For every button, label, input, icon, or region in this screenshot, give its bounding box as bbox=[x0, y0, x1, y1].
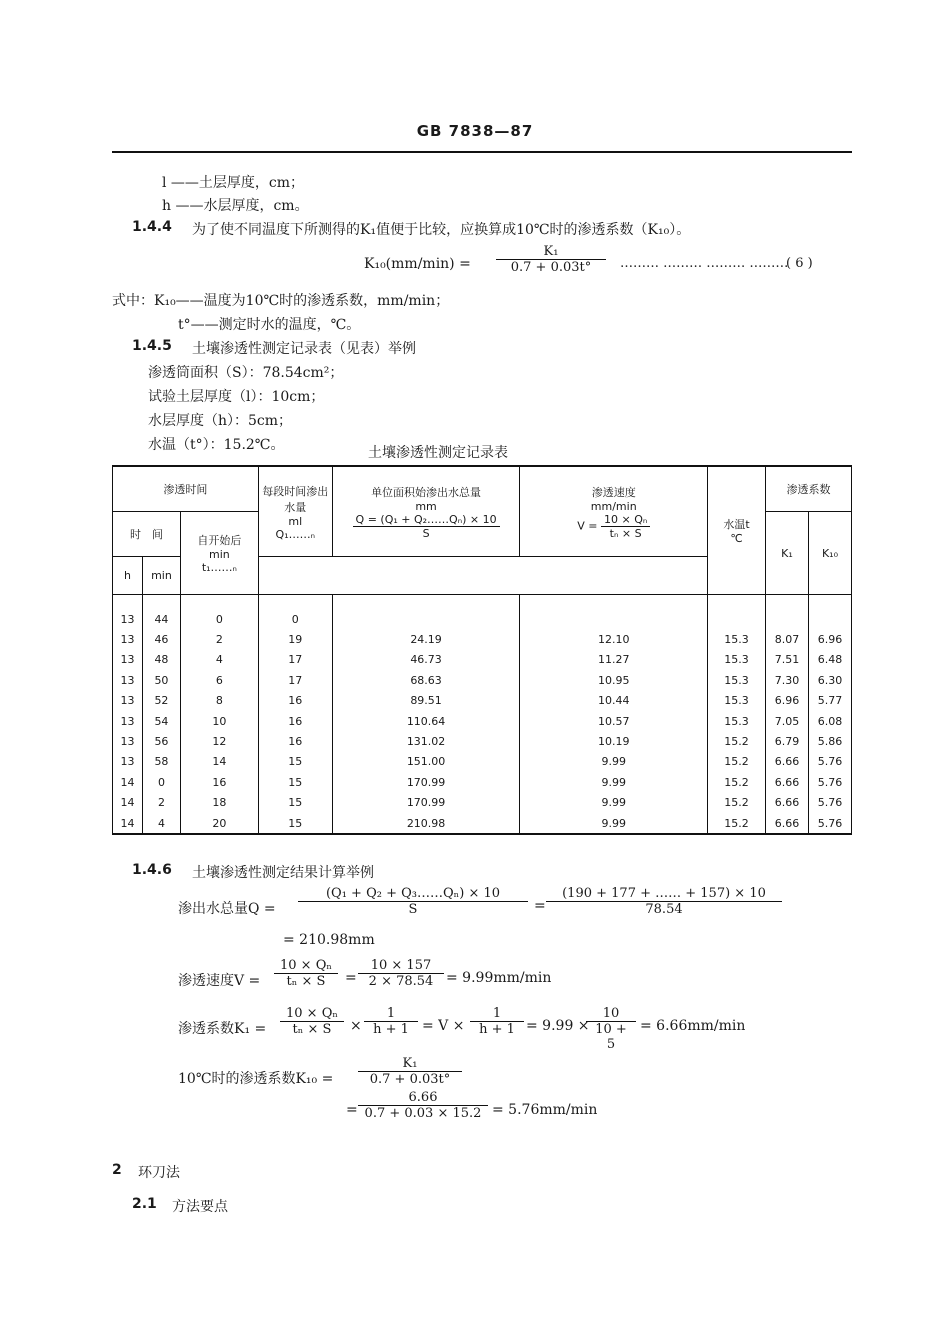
where-k10: 式中：K₁₀——温度为10℃时的渗透系数，mm/min； bbox=[112, 293, 450, 309]
header-segment-water bbox=[258, 466, 332, 557]
calc-k1-value-times: = 9.99 × bbox=[526, 1018, 590, 1034]
equation-6-numerator: K₁ bbox=[543, 244, 559, 259]
cell-minute: 46 bbox=[142, 629, 180, 649]
calc-k10-result: = 5.76mm/min bbox=[492, 1102, 598, 1118]
cell-velocity: 10.44 bbox=[520, 691, 708, 711]
cell-k1: 6.66 bbox=[766, 772, 809, 792]
header-hour: h bbox=[113, 557, 143, 595]
header-time: 渗透时间 bbox=[113, 466, 259, 512]
cell-hour: 14 bbox=[113, 772, 143, 792]
cell-k10: 5.86 bbox=[808, 731, 851, 751]
calc-k10-equals: = bbox=[346, 1102, 358, 1118]
cell-k1: 6.79 bbox=[766, 731, 809, 751]
calc-k1-label: 渗透系数K₁ = bbox=[178, 1021, 267, 1037]
calc-q-fraction-2 bbox=[546, 886, 782, 917]
cell-k1: 8.07 bbox=[766, 629, 809, 649]
cell-k1 bbox=[766, 609, 809, 629]
calc-k1-numerator-4: 10 bbox=[602, 1006, 620, 1021]
cell-velocity: 9.99 bbox=[520, 752, 708, 772]
calc-k10-numerator-1: K₁ bbox=[402, 1056, 418, 1071]
cell-total-water bbox=[332, 609, 520, 629]
cell-segment-water: 17 bbox=[258, 670, 332, 690]
calc-v-fraction-1 bbox=[274, 958, 338, 989]
equation-6-number: ( 6 ) bbox=[786, 256, 813, 271]
header-total-water-denominator: S bbox=[422, 526, 430, 540]
param-water-layer: 水层厚度（h）：5cm； bbox=[148, 413, 293, 429]
cell-k10: 5.77 bbox=[808, 691, 851, 711]
page-header: GB 7838—87 bbox=[416, 122, 534, 140]
cell-minute: 50 bbox=[142, 670, 180, 690]
header-velocity-lhs: V = bbox=[577, 519, 598, 532]
header-segment-water-unit: ml bbox=[288, 514, 303, 528]
cell-elapsed: 8 bbox=[180, 691, 258, 711]
cell-k1: 6.66 bbox=[766, 752, 809, 772]
calc-k1-fraction-1 bbox=[280, 1006, 344, 1037]
cell-segment-water: 16 bbox=[258, 691, 332, 711]
header-elapsed-symbol: t₁……ₙ bbox=[201, 561, 237, 574]
cell-water-temp: 15.2 bbox=[708, 793, 766, 813]
cell-k10: 5.76 bbox=[808, 772, 851, 792]
cell-elapsed: 6 bbox=[180, 670, 258, 690]
table-row bbox=[113, 793, 852, 813]
calc-k1-fraction-3 bbox=[470, 1006, 524, 1037]
header-blank bbox=[258, 557, 707, 595]
cell-minute: 2 bbox=[142, 793, 180, 813]
calc-k10-denominator-2: 0.7 + 0.03 × 15.2 bbox=[358, 1105, 488, 1121]
cell-k10: 6.48 bbox=[808, 650, 851, 670]
section-1-4-6-text: 土壤渗透性测定结果计算举例 bbox=[192, 865, 374, 881]
cell-hour: 13 bbox=[113, 629, 143, 649]
section-1-4-4-number: 1.4.4 bbox=[132, 219, 172, 235]
cell-velocity: 12.10 bbox=[520, 629, 708, 649]
header-water-temp bbox=[708, 466, 766, 595]
definition-h: h ——水层厚度，cm。 bbox=[162, 198, 309, 214]
section-1-4-5-number: 1.4.5 bbox=[132, 338, 172, 354]
header-k10: K₁₀ bbox=[808, 512, 851, 595]
cell-elapsed: 10 bbox=[180, 711, 258, 731]
record-table-body bbox=[113, 595, 852, 835]
header-segment-water-label: 每段时间渗出水量 bbox=[262, 484, 329, 514]
cell-water-temp bbox=[708, 609, 766, 629]
cell-total-water: 170.99 bbox=[332, 793, 520, 813]
equation-6-leader: ……… ……… ……… ……… bbox=[620, 256, 789, 271]
record-table bbox=[112, 465, 852, 835]
cell-segment-water: 15 bbox=[258, 752, 332, 772]
calc-q-denominator-2: 78.54 bbox=[546, 901, 782, 917]
calc-v-label: 渗透速度V = bbox=[178, 973, 261, 989]
header-velocity-label: 渗透速度 bbox=[591, 485, 636, 499]
header-water-temp-label: 水温t bbox=[723, 518, 750, 531]
cell-segment-water: 15 bbox=[258, 813, 332, 834]
section-2-text: 环刀法 bbox=[138, 1165, 180, 1181]
calc-q-equals: = bbox=[534, 898, 546, 914]
cell-minute: 4 bbox=[142, 813, 180, 834]
calc-q-numerator-2: (190 + 177 + …… + 157) × 10 bbox=[562, 886, 766, 901]
cell-velocity bbox=[520, 609, 708, 629]
cell-minute: 58 bbox=[142, 752, 180, 772]
calc-q-numerator-1: (Q₁ + Q₂ + Q₃……Qₙ) × 10 bbox=[325, 886, 501, 901]
equation-6-lhs: K₁₀(mm/min) = bbox=[364, 256, 471, 272]
calc-q-denominator-1: S bbox=[298, 901, 528, 917]
cell-minute: 52 bbox=[142, 691, 180, 711]
cell-k10: 5.76 bbox=[808, 813, 851, 834]
cell-k10: 6.30 bbox=[808, 670, 851, 690]
cell-segment-water: 0 bbox=[258, 609, 332, 629]
cell-hour: 13 bbox=[113, 752, 143, 772]
cell-hour: 13 bbox=[113, 670, 143, 690]
cell-water-temp: 15.3 bbox=[708, 650, 766, 670]
table-spacer-row bbox=[113, 595, 852, 610]
cell-k10: 5.76 bbox=[808, 752, 851, 772]
cell-total-water: 89.51 bbox=[332, 691, 520, 711]
section-2-1-number: 2.1 bbox=[132, 1196, 157, 1212]
header-total-water-numerator: Q = (Q₁ + Q₂……Qₙ) × 10 bbox=[353, 513, 500, 527]
cell-total-water: 68.63 bbox=[332, 670, 520, 690]
cell-velocity: 9.99 bbox=[520, 813, 708, 834]
cell-velocity: 11.27 bbox=[520, 650, 708, 670]
cell-water-temp: 15.2 bbox=[708, 752, 766, 772]
header-total-water bbox=[332, 466, 520, 557]
cell-water-temp: 15.2 bbox=[708, 731, 766, 751]
where-t: t°——测定时水的温度，℃。 bbox=[178, 317, 361, 333]
header-clock-time: 时 间 bbox=[113, 512, 181, 557]
calc-k1-times: × bbox=[350, 1018, 362, 1034]
cell-minute: 0 bbox=[142, 772, 180, 792]
header-velocity-denominator: tₙ × S bbox=[609, 526, 642, 540]
cell-velocity: 10.19 bbox=[520, 731, 708, 751]
header-segment-water-symbol: Q₁……ₙ bbox=[275, 527, 315, 541]
header-coefficient: 渗透系数 bbox=[766, 466, 852, 512]
cell-hour: 14 bbox=[113, 813, 143, 834]
cell-total-water: 210.98 bbox=[332, 813, 520, 834]
header-total-water-formula bbox=[353, 513, 500, 540]
param-water-temp: 水温（t°）：15.2℃。 bbox=[148, 437, 285, 453]
cell-segment-water: 19 bbox=[258, 629, 332, 649]
header-elapsed-unit: min bbox=[208, 548, 230, 561]
cell-water-temp: 15.3 bbox=[708, 711, 766, 731]
cell-minute: 54 bbox=[142, 711, 180, 731]
calc-k1-v-times: = V × bbox=[422, 1018, 465, 1034]
header-elapsed-label: 自开始后 bbox=[197, 534, 242, 547]
cell-elapsed: 4 bbox=[180, 650, 258, 670]
calc-k1-denominator-1: tₙ × S bbox=[280, 1021, 344, 1037]
cell-k10: 6.08 bbox=[808, 711, 851, 731]
calc-v-result: = 9.99mm/min bbox=[446, 970, 552, 986]
definition-l: l ——土层厚度，cm； bbox=[162, 175, 305, 191]
calc-k1-numerator-2: 1 bbox=[386, 1006, 396, 1021]
cell-k10 bbox=[808, 609, 851, 629]
cell-minute: 56 bbox=[142, 731, 180, 751]
cell-hour: 13 bbox=[113, 650, 143, 670]
cell-water-temp: 15.3 bbox=[708, 629, 766, 649]
cell-elapsed: 2 bbox=[180, 629, 258, 649]
cell-total-water: 46.73 bbox=[332, 650, 520, 670]
section-2-1-text: 方法要点 bbox=[172, 1199, 228, 1215]
cell-k1: 6.66 bbox=[766, 813, 809, 834]
equation-6-fraction bbox=[496, 244, 606, 275]
cell-segment-water: 16 bbox=[258, 711, 332, 731]
cell-k10: 6.96 bbox=[808, 629, 851, 649]
calc-v-equals: = bbox=[345, 970, 357, 986]
cell-velocity: 10.95 bbox=[520, 670, 708, 690]
calc-q-result: = 210.98mm bbox=[283, 932, 375, 948]
header-total-water-label: 单位面积始渗出水总量 bbox=[371, 485, 482, 499]
header-rule bbox=[112, 151, 852, 153]
calc-v-denominator-1: tₙ × S bbox=[274, 973, 338, 989]
calc-k10-fraction-2 bbox=[358, 1090, 488, 1121]
cell-k1: 6.96 bbox=[766, 691, 809, 711]
calc-k10-denominator-1: 0.7 + 0.03t° bbox=[358, 1071, 462, 1087]
calc-k1-numerator-1: 10 × Qₙ bbox=[286, 1006, 338, 1021]
cell-segment-water: 15 bbox=[258, 772, 332, 792]
calc-v-numerator-2: 10 × 157 bbox=[370, 958, 432, 973]
section-1-4-5-text: 土壤渗透性测定记录表（见表）举例 bbox=[192, 341, 416, 357]
cell-velocity: 10.57 bbox=[520, 711, 708, 731]
header-minute: min bbox=[142, 557, 180, 595]
cell-water-temp: 15.3 bbox=[708, 691, 766, 711]
cell-elapsed: 12 bbox=[180, 731, 258, 751]
section-1-4-6-number: 1.4.6 bbox=[132, 862, 172, 878]
cell-elapsed: 16 bbox=[180, 772, 258, 792]
cell-segment-water: 17 bbox=[258, 650, 332, 670]
table-title: 土壤渗透性测定记录表 bbox=[368, 445, 508, 461]
header-elapsed bbox=[180, 512, 258, 595]
table-row bbox=[113, 752, 852, 772]
cell-total-water: 110.64 bbox=[332, 711, 520, 731]
calc-v-fraction-2 bbox=[358, 958, 444, 989]
cell-hour: 13 bbox=[113, 711, 143, 731]
cell-total-water: 131.02 bbox=[332, 731, 520, 751]
cell-k1: 7.05 bbox=[766, 711, 809, 731]
cell-water-temp: 15.3 bbox=[708, 670, 766, 690]
calc-k10-label: 10℃时的渗透系数K₁₀ = bbox=[178, 1071, 334, 1087]
equation-6-denominator: 0.7 + 0.03t° bbox=[496, 259, 606, 275]
header-velocity-numerator: 10 × Qₙ bbox=[601, 513, 650, 527]
header-velocity-formula bbox=[601, 513, 650, 540]
table-row bbox=[113, 731, 852, 751]
cell-minute: 44 bbox=[142, 609, 180, 629]
calc-k10-numerator-2: 6.66 bbox=[408, 1090, 438, 1105]
calc-v-numerator-1: 10 × Qₙ bbox=[280, 958, 332, 973]
table-row bbox=[113, 629, 852, 649]
cell-elapsed: 20 bbox=[180, 813, 258, 834]
table-row bbox=[113, 711, 852, 731]
cell-water-temp: 15.2 bbox=[708, 813, 766, 834]
param-area: 渗透筒面积（S）：78.54cm²； bbox=[148, 365, 344, 381]
header-velocity-unit: mm/min bbox=[590, 499, 637, 513]
cell-k10: 5.76 bbox=[808, 793, 851, 813]
header-water-temp-unit: ℃ bbox=[730, 532, 743, 545]
cell-total-water: 170.99 bbox=[332, 772, 520, 792]
calc-k10-fraction-1 bbox=[358, 1056, 462, 1087]
cell-elapsed: 14 bbox=[180, 752, 258, 772]
table-row bbox=[113, 609, 852, 629]
param-soil-thickness: 试验土层厚度（l）：10cm； bbox=[148, 389, 325, 405]
section-1-4-4-text: 为了使不同温度下所测得的K₁值便于比较，应换算成10℃时的渗透系数（K₁₀）。 bbox=[192, 222, 691, 238]
calc-q-label: 渗出水总量Q = bbox=[178, 901, 276, 917]
calc-k1-denominator-2: h + 1 bbox=[364, 1021, 418, 1037]
calc-q-fraction-1 bbox=[298, 886, 528, 917]
calc-k1-result: = 6.66mm/min bbox=[640, 1018, 746, 1034]
header-velocity bbox=[520, 466, 708, 557]
cell-segment-water: 15 bbox=[258, 793, 332, 813]
cell-k1: 6.66 bbox=[766, 793, 809, 813]
cell-total-water: 24.19 bbox=[332, 629, 520, 649]
cell-hour: 13 bbox=[113, 609, 143, 629]
section-2-number: 2 bbox=[112, 1162, 122, 1178]
table-row bbox=[113, 772, 852, 792]
cell-elapsed: 18 bbox=[180, 793, 258, 813]
cell-water-temp: 15.2 bbox=[708, 772, 766, 792]
calc-k1-denominator-3: h + 1 bbox=[470, 1021, 524, 1037]
calc-k1-denominator-4: 10 + 5 bbox=[586, 1021, 636, 1052]
table-row bbox=[113, 691, 852, 711]
cell-k1: 7.30 bbox=[766, 670, 809, 690]
table-row bbox=[113, 670, 852, 690]
cell-k1: 7.51 bbox=[766, 650, 809, 670]
header-k1: K₁ bbox=[766, 512, 809, 595]
cell-elapsed: 0 bbox=[180, 609, 258, 629]
calc-k1-fraction-2 bbox=[364, 1006, 418, 1037]
cell-total-water: 151.00 bbox=[332, 752, 520, 772]
table-row bbox=[113, 650, 852, 670]
cell-velocity: 9.99 bbox=[520, 793, 708, 813]
cell-hour: 13 bbox=[113, 731, 143, 751]
calc-k1-numerator-3: 1 bbox=[492, 1006, 502, 1021]
cell-segment-water: 16 bbox=[258, 731, 332, 751]
cell-velocity: 9.99 bbox=[520, 772, 708, 792]
table-row bbox=[113, 813, 852, 834]
calc-k1-fraction-4 bbox=[586, 1006, 636, 1052]
header-total-water-unit: mm bbox=[415, 499, 437, 513]
cell-hour: 14 bbox=[113, 793, 143, 813]
calc-v-denominator-2: 2 × 78.54 bbox=[358, 973, 444, 989]
cell-minute: 48 bbox=[142, 650, 180, 670]
cell-hour: 13 bbox=[113, 691, 143, 711]
